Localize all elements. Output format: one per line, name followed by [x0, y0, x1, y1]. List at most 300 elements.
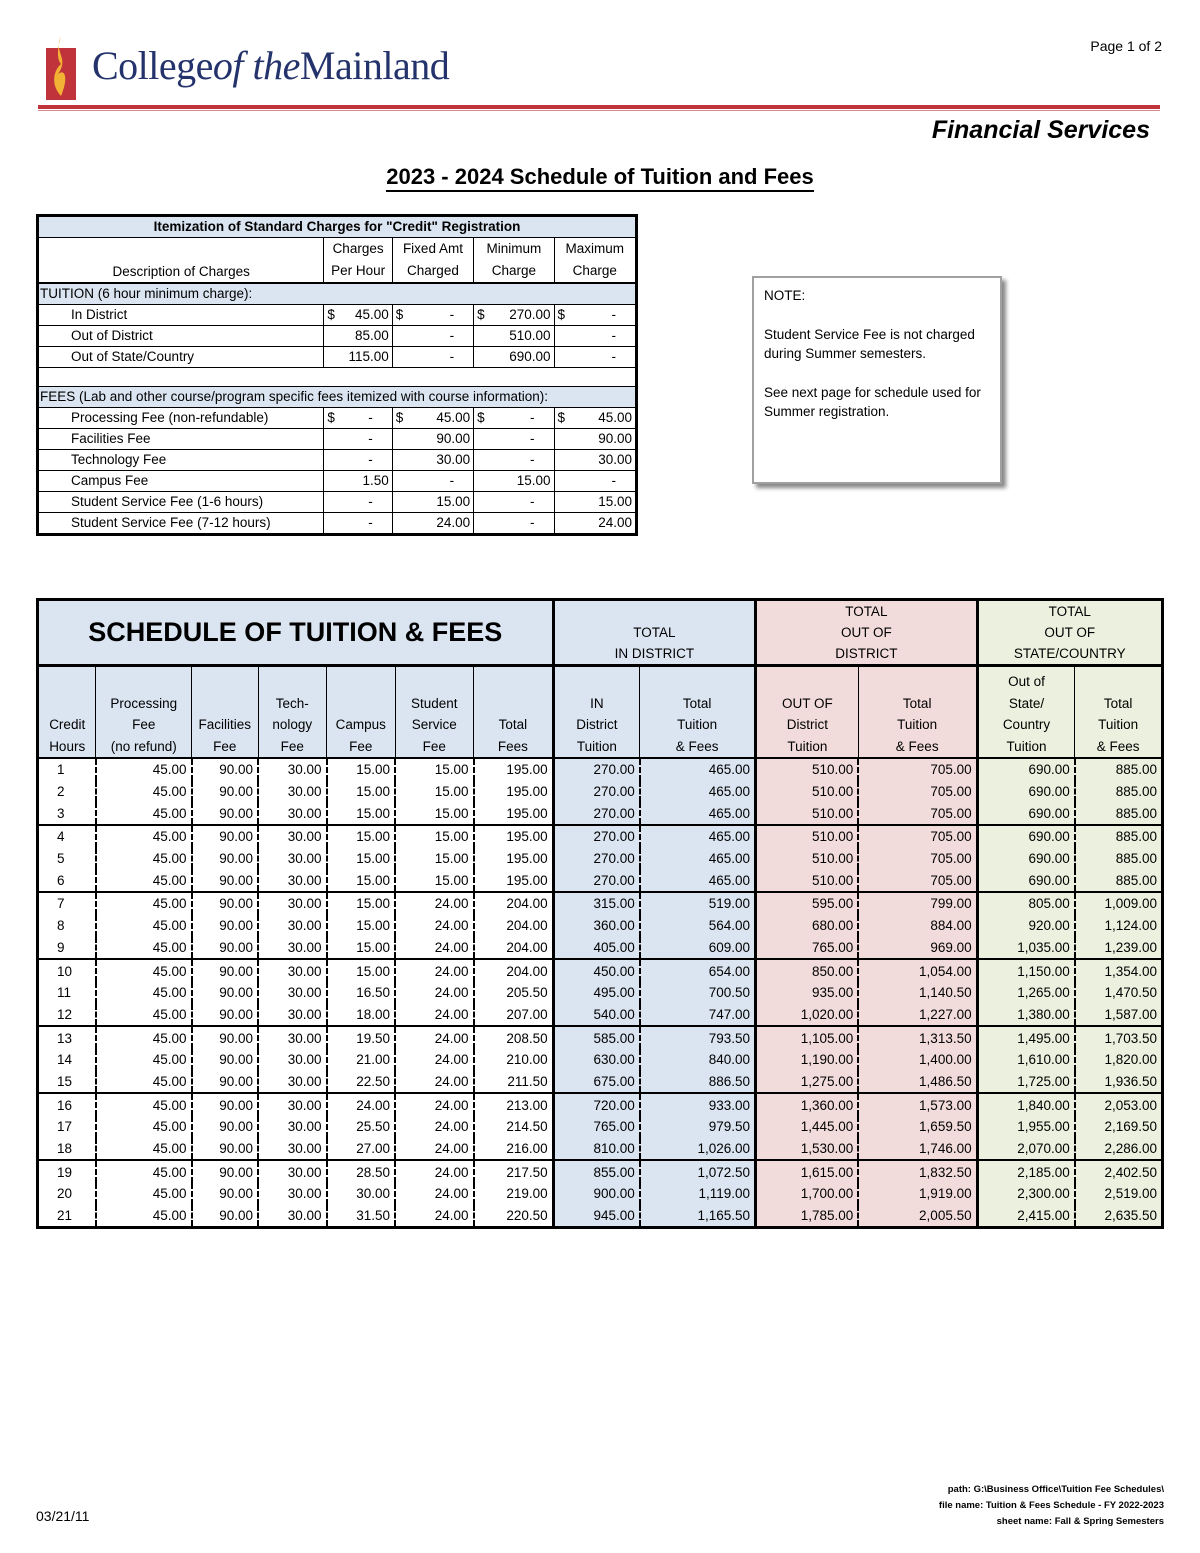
- schedule-value-cell: 805.00: [977, 892, 1075, 915]
- fee-max: [554, 492, 636, 513]
- schedule-col-header: [858, 666, 977, 759]
- schedule-value-cell: 195.00: [474, 781, 554, 803]
- schedule-value-cell: 30.00: [258, 1183, 326, 1205]
- schedule-value-cell: 30.00: [258, 1026, 326, 1049]
- schedule-value-cell: 90.00: [192, 802, 258, 825]
- schedule-value-cell: 90.00: [192, 959, 258, 982]
- schedule-row: [38, 758, 1163, 781]
- header-line: Campus: [335, 717, 386, 732]
- value: 90.00: [598, 431, 632, 446]
- schedule-value-cell: 315.00: [553, 892, 640, 915]
- schedule-row: [38, 892, 1163, 915]
- schedule-row: [38, 1116, 1163, 1138]
- credit-hours-cell: 7: [38, 892, 96, 915]
- value: -: [530, 431, 535, 446]
- schedule-col-header: [96, 666, 192, 759]
- schedule-row: [38, 802, 1163, 825]
- schedule-rows: [38, 758, 1163, 1228]
- schedule-value-cell: 1,072.50: [640, 1160, 756, 1183]
- fee-fixed: [392, 450, 473, 471]
- schedule-value-cell: 90.00: [192, 1205, 258, 1228]
- tuition-min: [474, 347, 554, 368]
- col-minimum: Minimum Charge: [474, 238, 554, 284]
- schedule-value-cell: 675.00: [553, 1071, 640, 1094]
- footer-file-info: [939, 1482, 1164, 1530]
- schedule-value-cell: 24.00: [395, 1138, 474, 1161]
- schedule-value-cell: 510.00: [756, 758, 859, 781]
- credit-hours-cell: 2: [38, 781, 96, 803]
- schedule-col-header: [474, 666, 554, 759]
- schedule-value-cell: 2,415.00: [977, 1205, 1075, 1228]
- fee-per-hour: [324, 408, 392, 429]
- note-label: NOTE:: [764, 288, 806, 303]
- schedule-value-cell: 45.00: [96, 802, 192, 825]
- footer-sheet-name: sheet name: Fall & Spring Semesters: [996, 1516, 1164, 1527]
- schedule-value-cell: 1,009.00: [1075, 892, 1163, 915]
- value: 15.00: [598, 494, 632, 509]
- schedule-col-header: [640, 666, 756, 759]
- schedule-value-cell: 195.00: [474, 869, 554, 892]
- tuition-min: [474, 305, 554, 326]
- schedule-value-cell: 30.00: [258, 937, 326, 960]
- header-line: (no refund): [110, 738, 177, 754]
- schedule-value-cell: 690.00: [977, 825, 1075, 848]
- value: -: [368, 494, 373, 509]
- schedule-value-cell: 510.00: [756, 825, 859, 848]
- schedule-value-cell: 30.00: [258, 959, 326, 982]
- schedule-header-row: [38, 666, 1163, 759]
- schedule-value-cell: 195.00: [474, 802, 554, 825]
- schedule-value-cell: 15.00: [395, 825, 474, 848]
- value: -: [530, 494, 535, 509]
- schedule-value-cell: 30.00: [258, 802, 326, 825]
- schedule-value-cell: 450.00: [553, 959, 640, 982]
- schedule-col-header: [395, 666, 474, 759]
- schedule-value-cell: 1,832.50: [858, 1160, 977, 1183]
- header-line: nology: [272, 717, 313, 732]
- schedule-value-cell: 30.00: [258, 1071, 326, 1094]
- schedule-value-cell: 700.50: [640, 982, 756, 1004]
- credit-hours-cell: 6: [38, 869, 96, 892]
- header-line: & Fees: [895, 738, 939, 754]
- credit-hours-cell: 20: [38, 1183, 96, 1205]
- schedule-value-cell: 30.00: [258, 781, 326, 803]
- schedule-value-cell: 19.50: [327, 1026, 395, 1049]
- header-line: District: [576, 717, 618, 732]
- header-line: IN: [590, 695, 604, 711]
- schedule-table: [36, 598, 1164, 1229]
- schedule-value-cell: 16.50: [327, 982, 395, 1004]
- schedule-value-cell: 585.00: [553, 1026, 640, 1049]
- schedule-value-cell: 680.00: [756, 915, 859, 937]
- fee-row: [38, 450, 637, 471]
- schedule-value-cell: 90.00: [192, 1071, 258, 1094]
- fee-min: [474, 450, 554, 471]
- credit-hours-cell: 17: [38, 1116, 96, 1138]
- schedule-value-cell: 270.00: [553, 758, 640, 781]
- fee-min: [474, 471, 554, 492]
- header-line: Tuition: [1098, 717, 1139, 732]
- schedule-value-cell: 1,725.00: [977, 1071, 1075, 1094]
- schedule-value-cell: 840.00: [640, 1049, 756, 1071]
- header-line: Facilities: [198, 717, 252, 732]
- schedule-value-cell: 465.00: [640, 802, 756, 825]
- schedule-value-cell: 15.00: [327, 802, 395, 825]
- credit-hours-cell: 19: [38, 1160, 96, 1183]
- schedule-value-cell: 24.00: [395, 1093, 474, 1116]
- schedule-value-cell: 1,140.50: [858, 982, 977, 1004]
- schedule-value-cell: 969.00: [858, 937, 977, 960]
- credit-hours-cell: 21: [38, 1205, 96, 1228]
- header-line: Total: [682, 695, 712, 711]
- tuition-max: [554, 305, 636, 326]
- schedule-value-cell: 24.00: [395, 1049, 474, 1071]
- schedule-value-cell: 884.00: [858, 915, 977, 937]
- schedule-value-cell: 24.00: [395, 892, 474, 915]
- schedule-value-cell: 45.00: [96, 1004, 192, 1027]
- tuition-per-hour: [324, 305, 392, 326]
- value: 115.00: [348, 349, 389, 364]
- fee-per-hour: [324, 471, 392, 492]
- schedule-value-cell: 24.00: [395, 1205, 474, 1228]
- header-line: Tuition: [1006, 738, 1047, 754]
- header-line: Service: [411, 717, 457, 732]
- schedule-value-cell: 690.00: [977, 758, 1075, 781]
- value: -: [449, 349, 455, 364]
- college-logo: [42, 34, 492, 104]
- credit-hours-cell: 4: [38, 825, 96, 848]
- schedule-value-cell: 30.00: [258, 825, 326, 848]
- tuition-label: Out of District: [38, 326, 324, 347]
- schedule-value-cell: 1,265.00: [977, 982, 1075, 1004]
- schedule-value-cell: 27.00: [327, 1138, 395, 1161]
- schedule-value-cell: 885.00: [1075, 802, 1163, 825]
- schedule-value-cell: 1,587.00: [1075, 1004, 1163, 1027]
- schedule-value-cell: 609.00: [640, 937, 756, 960]
- dollar-sign: $: [557, 410, 566, 425]
- schedule-value-cell: 1,239.00: [1075, 937, 1163, 960]
- value: -: [368, 452, 373, 467]
- schedule-value-cell: 1,227.00: [858, 1004, 977, 1027]
- schedule-value-cell: 1,470.50: [1075, 982, 1163, 1004]
- schedule-value-cell: 765.00: [553, 1116, 640, 1138]
- schedule-value-cell: 2,635.50: [1075, 1205, 1163, 1228]
- schedule-value-cell: 45.00: [96, 1138, 192, 1161]
- schedule-value-cell: 540.00: [553, 1004, 640, 1027]
- schedule-value-cell: 90.00: [192, 1093, 258, 1116]
- value: -: [530, 452, 535, 467]
- schedule-value-cell: 405.00: [553, 937, 640, 960]
- document-title: 2023 - 2024 Schedule of Tuition and Fees: [0, 164, 1200, 190]
- value: -: [449, 473, 455, 488]
- schedule-value-cell: 1,105.00: [756, 1026, 859, 1049]
- schedule-value-cell: 207.00: [474, 1004, 554, 1027]
- schedule-value-cell: 705.00: [858, 825, 977, 848]
- fee-row: [38, 513, 637, 535]
- schedule-col-header: [192, 666, 258, 759]
- schedule-col-header: [258, 666, 326, 759]
- schedule-value-cell: 1,313.50: [858, 1026, 977, 1049]
- fee-min: [474, 429, 554, 450]
- dollar-sign: $: [477, 410, 485, 425]
- schedule-value-cell: 45.00: [96, 982, 192, 1004]
- header-line: Student: [411, 695, 458, 711]
- page-number: Page 1 of 2: [1090, 38, 1162, 54]
- fee-row: [38, 471, 637, 492]
- schedule-value-cell: 1,703.50: [1075, 1026, 1163, 1049]
- schedule-value-cell: 1,785.00: [756, 1205, 859, 1228]
- schedule-value-cell: 211.50: [474, 1071, 554, 1094]
- schedule-value-cell: 30.00: [258, 1004, 326, 1027]
- value: -: [368, 515, 373, 530]
- schedule-value-cell: 45.00: [96, 1071, 192, 1094]
- schedule-row: [38, 959, 1163, 982]
- value: -: [368, 410, 373, 425]
- schedule-value-cell: 720.00: [553, 1093, 640, 1116]
- fee-min: [474, 492, 554, 513]
- header-line: Tuition: [897, 717, 938, 732]
- schedule-value-cell: 1,840.00: [977, 1093, 1075, 1116]
- header-line: Fee: [422, 738, 446, 754]
- value: 1.50: [362, 473, 389, 488]
- tuition-fixed: [392, 347, 473, 368]
- schedule-value-cell: 495.00: [553, 982, 640, 1004]
- group-in-district: TOTAL IN DISTRICT: [553, 600, 755, 666]
- schedule-value-cell: 24.00: [395, 1160, 474, 1183]
- schedule-value-cell: 45.00: [96, 1160, 192, 1183]
- schedule-value-cell: 2,169.50: [1075, 1116, 1163, 1138]
- schedule-value-cell: 15.00: [395, 758, 474, 781]
- group-out-of-district: TOTAL OUT OF DISTRICT: [756, 600, 978, 666]
- schedule-row: [38, 781, 1163, 803]
- dollar-sign: $: [395, 410, 404, 425]
- schedule-value-cell: 855.00: [553, 1160, 640, 1183]
- schedule-value-cell: 30.00: [258, 1093, 326, 1116]
- schedule-value-cell: 1,615.00: [756, 1160, 859, 1183]
- tuition-per-hour: [324, 326, 392, 347]
- header-line: Total: [1103, 695, 1133, 711]
- schedule-value-cell: 210.00: [474, 1049, 554, 1071]
- schedule-value-cell: 510.00: [756, 781, 859, 803]
- schedule-value-cell: 1,190.00: [756, 1049, 859, 1071]
- schedule-value-cell: 1,820.00: [1075, 1049, 1163, 1071]
- fee-fixed: [392, 408, 473, 429]
- header-line: Fee: [349, 738, 373, 754]
- value: 45.00: [436, 410, 471, 425]
- schedule-row: [38, 848, 1163, 870]
- schedule-row: [38, 1160, 1163, 1183]
- schedule-value-cell: 90.00: [192, 1160, 258, 1183]
- schedule-value-cell: 90.00: [192, 1183, 258, 1205]
- schedule-value-cell: 195.00: [474, 825, 554, 848]
- schedule-value-cell: 15.00: [327, 937, 395, 960]
- schedule-value-cell: 1,610.00: [977, 1049, 1075, 1071]
- value: 690.00: [509, 349, 551, 364]
- value: 30.00: [598, 452, 632, 467]
- fee-max: [554, 450, 636, 471]
- schedule-row: [38, 1205, 1163, 1228]
- department-name: Financial Services: [931, 116, 1150, 144]
- schedule-value-cell: 793.50: [640, 1026, 756, 1049]
- schedule-value-cell: 90.00: [192, 781, 258, 803]
- schedule-value-cell: 885.00: [1075, 848, 1163, 870]
- credit-hours-cell: 12: [38, 1004, 96, 1027]
- schedule-value-cell: 45.00: [96, 825, 192, 848]
- schedule-value-cell: 1,495.00: [977, 1026, 1075, 1049]
- itemization-table: [36, 214, 638, 536]
- schedule-value-cell: 213.00: [474, 1093, 554, 1116]
- credit-hours-cell: 1: [38, 758, 96, 781]
- schedule-value-cell: 690.00: [977, 869, 1075, 892]
- header-line: Tech-: [275, 695, 309, 711]
- tuition-label: In District: [38, 305, 324, 326]
- schedule-value-cell: 360.00: [553, 915, 640, 937]
- schedule-value-cell: 979.50: [640, 1116, 756, 1138]
- credit-hours-cell: 16: [38, 1093, 96, 1116]
- header-line: Out of: [1008, 674, 1045, 689]
- schedule-value-cell: 45.00: [96, 1049, 192, 1071]
- schedule-value-cell: 45.00: [96, 937, 192, 960]
- tuition-fixed: [392, 326, 473, 347]
- fee-row: [38, 492, 637, 513]
- fee-per-hour: [324, 492, 392, 513]
- credit-hours-cell: 11: [38, 982, 96, 1004]
- schedule-value-cell: 30.00: [258, 1116, 326, 1138]
- credit-hours-cell: 5: [38, 848, 96, 870]
- schedule-title: SCHEDULE OF TUITION & FEES: [38, 600, 554, 666]
- note-box: [752, 276, 1002, 484]
- credit-hours-cell: 14: [38, 1049, 96, 1071]
- tuition-min: [474, 326, 554, 347]
- schedule-value-cell: 810.00: [553, 1138, 640, 1161]
- header-divider: [38, 105, 1160, 109]
- schedule-value-cell: 30.00: [258, 758, 326, 781]
- fee-per-hour: [324, 513, 392, 535]
- schedule-value-cell: 15.00: [327, 758, 395, 781]
- schedule-value-cell: 1,700.00: [756, 1183, 859, 1205]
- schedule-value-cell: 15.00: [327, 959, 395, 982]
- schedule-value-cell: 195.00: [474, 848, 554, 870]
- value: 24.00: [598, 515, 632, 530]
- schedule-value-cell: 90.00: [192, 982, 258, 1004]
- header-line: State/: [1008, 695, 1045, 711]
- schedule-value-cell: 1,573.00: [858, 1093, 977, 1116]
- schedule-value-cell: 690.00: [977, 781, 1075, 803]
- col-description: Description of Charges: [38, 238, 324, 284]
- schedule-row: [38, 1049, 1163, 1071]
- header-line: Country: [1002, 717, 1051, 732]
- schedule-value-cell: 1,486.50: [858, 1071, 977, 1094]
- fee-label: Facilities Fee: [38, 429, 324, 450]
- value: 15.00: [516, 473, 551, 488]
- header-line: Hours: [49, 738, 86, 754]
- schedule-value-cell: 705.00: [858, 848, 977, 870]
- schedule-value-cell: 2,300.00: [977, 1183, 1075, 1205]
- tuition-row: [38, 326, 637, 347]
- schedule-value-cell: 1,026.00: [640, 1138, 756, 1161]
- col-per-hour: Charges Per Hour: [324, 238, 392, 284]
- value: 24.00: [436, 515, 471, 530]
- dollar-sign: $: [327, 307, 335, 322]
- tuition-fixed: [392, 305, 473, 326]
- schedule-value-cell: 90.00: [192, 848, 258, 870]
- schedule-value-cell: 519.00: [640, 892, 756, 915]
- value: -: [368, 431, 373, 446]
- schedule-value-cell: 204.00: [474, 892, 554, 915]
- fee-fixed: [392, 513, 473, 535]
- schedule-value-cell: 30.00: [258, 848, 326, 870]
- schedule-value-cell: 24.00: [395, 937, 474, 960]
- schedule-value-cell: 24.00: [395, 915, 474, 937]
- schedule-value-cell: 45.00: [96, 781, 192, 803]
- schedule-value-cell: 1,659.50: [858, 1116, 977, 1138]
- schedule-row: [38, 1183, 1163, 1205]
- schedule-value-cell: 935.00: [756, 982, 859, 1004]
- schedule-value-cell: 270.00: [553, 825, 640, 848]
- schedule-row: [38, 1093, 1163, 1116]
- schedule-value-cell: 705.00: [858, 758, 977, 781]
- fee-row: [38, 408, 637, 429]
- value: -: [611, 328, 616, 343]
- dollar-sign: $: [327, 410, 335, 425]
- credit-hours-cell: 15: [38, 1071, 96, 1094]
- schedule-value-cell: 1,360.00: [756, 1093, 859, 1116]
- schedule-value-cell: 850.00: [756, 959, 859, 982]
- schedule-value-cell: 90.00: [192, 869, 258, 892]
- schedule-row: [38, 937, 1163, 960]
- fee-fixed: [392, 471, 473, 492]
- schedule-value-cell: 2,070.00: [977, 1138, 1075, 1161]
- schedule-value-cell: 31.50: [327, 1205, 395, 1228]
- schedule-row: [38, 1071, 1163, 1094]
- schedule-value-cell: 30.00: [258, 1205, 326, 1228]
- schedule-value-cell: 15.00: [327, 781, 395, 803]
- schedule-value-cell: 24.00: [395, 982, 474, 1004]
- value: -: [530, 515, 535, 530]
- schedule-col-header: [327, 666, 395, 759]
- schedule-value-cell: 205.50: [474, 982, 554, 1004]
- header-line: Tuition: [677, 717, 718, 732]
- schedule-value-cell: 705.00: [858, 802, 977, 825]
- header-line: Tuition: [787, 738, 828, 754]
- schedule-value-cell: 705.00: [858, 781, 977, 803]
- schedule-value-cell: 1,530.00: [756, 1138, 859, 1161]
- schedule-value-cell: 24.00: [395, 1183, 474, 1205]
- schedule-row: [38, 825, 1163, 848]
- header-line: OUT OF: [782, 695, 833, 711]
- schedule-value-cell: 24.00: [395, 1004, 474, 1027]
- value: 30.00: [436, 452, 471, 467]
- fee-label: Campus Fee: [38, 471, 324, 492]
- value: -: [611, 473, 616, 488]
- value: 85.00: [354, 328, 389, 343]
- schedule-value-cell: 204.00: [474, 959, 554, 982]
- schedule-value-cell: 24.00: [395, 959, 474, 982]
- schedule-value-cell: 799.00: [858, 892, 977, 915]
- schedule-value-cell: 1,936.50: [1075, 1071, 1163, 1094]
- fee-fixed: [392, 492, 473, 513]
- schedule-value-cell: 90.00: [192, 1026, 258, 1049]
- schedule-value-cell: 45.00: [96, 915, 192, 937]
- tuition-max: [554, 326, 636, 347]
- schedule-value-cell: 216.00: [474, 1138, 554, 1161]
- schedule-value-cell: 886.50: [640, 1071, 756, 1094]
- value: 510.00: [509, 328, 551, 343]
- schedule-col-header: [38, 666, 96, 759]
- schedule-value-cell: 45.00: [96, 1026, 192, 1049]
- schedule-value-cell: 1,275.00: [756, 1071, 859, 1094]
- fee-label: Technology Fee: [38, 450, 324, 471]
